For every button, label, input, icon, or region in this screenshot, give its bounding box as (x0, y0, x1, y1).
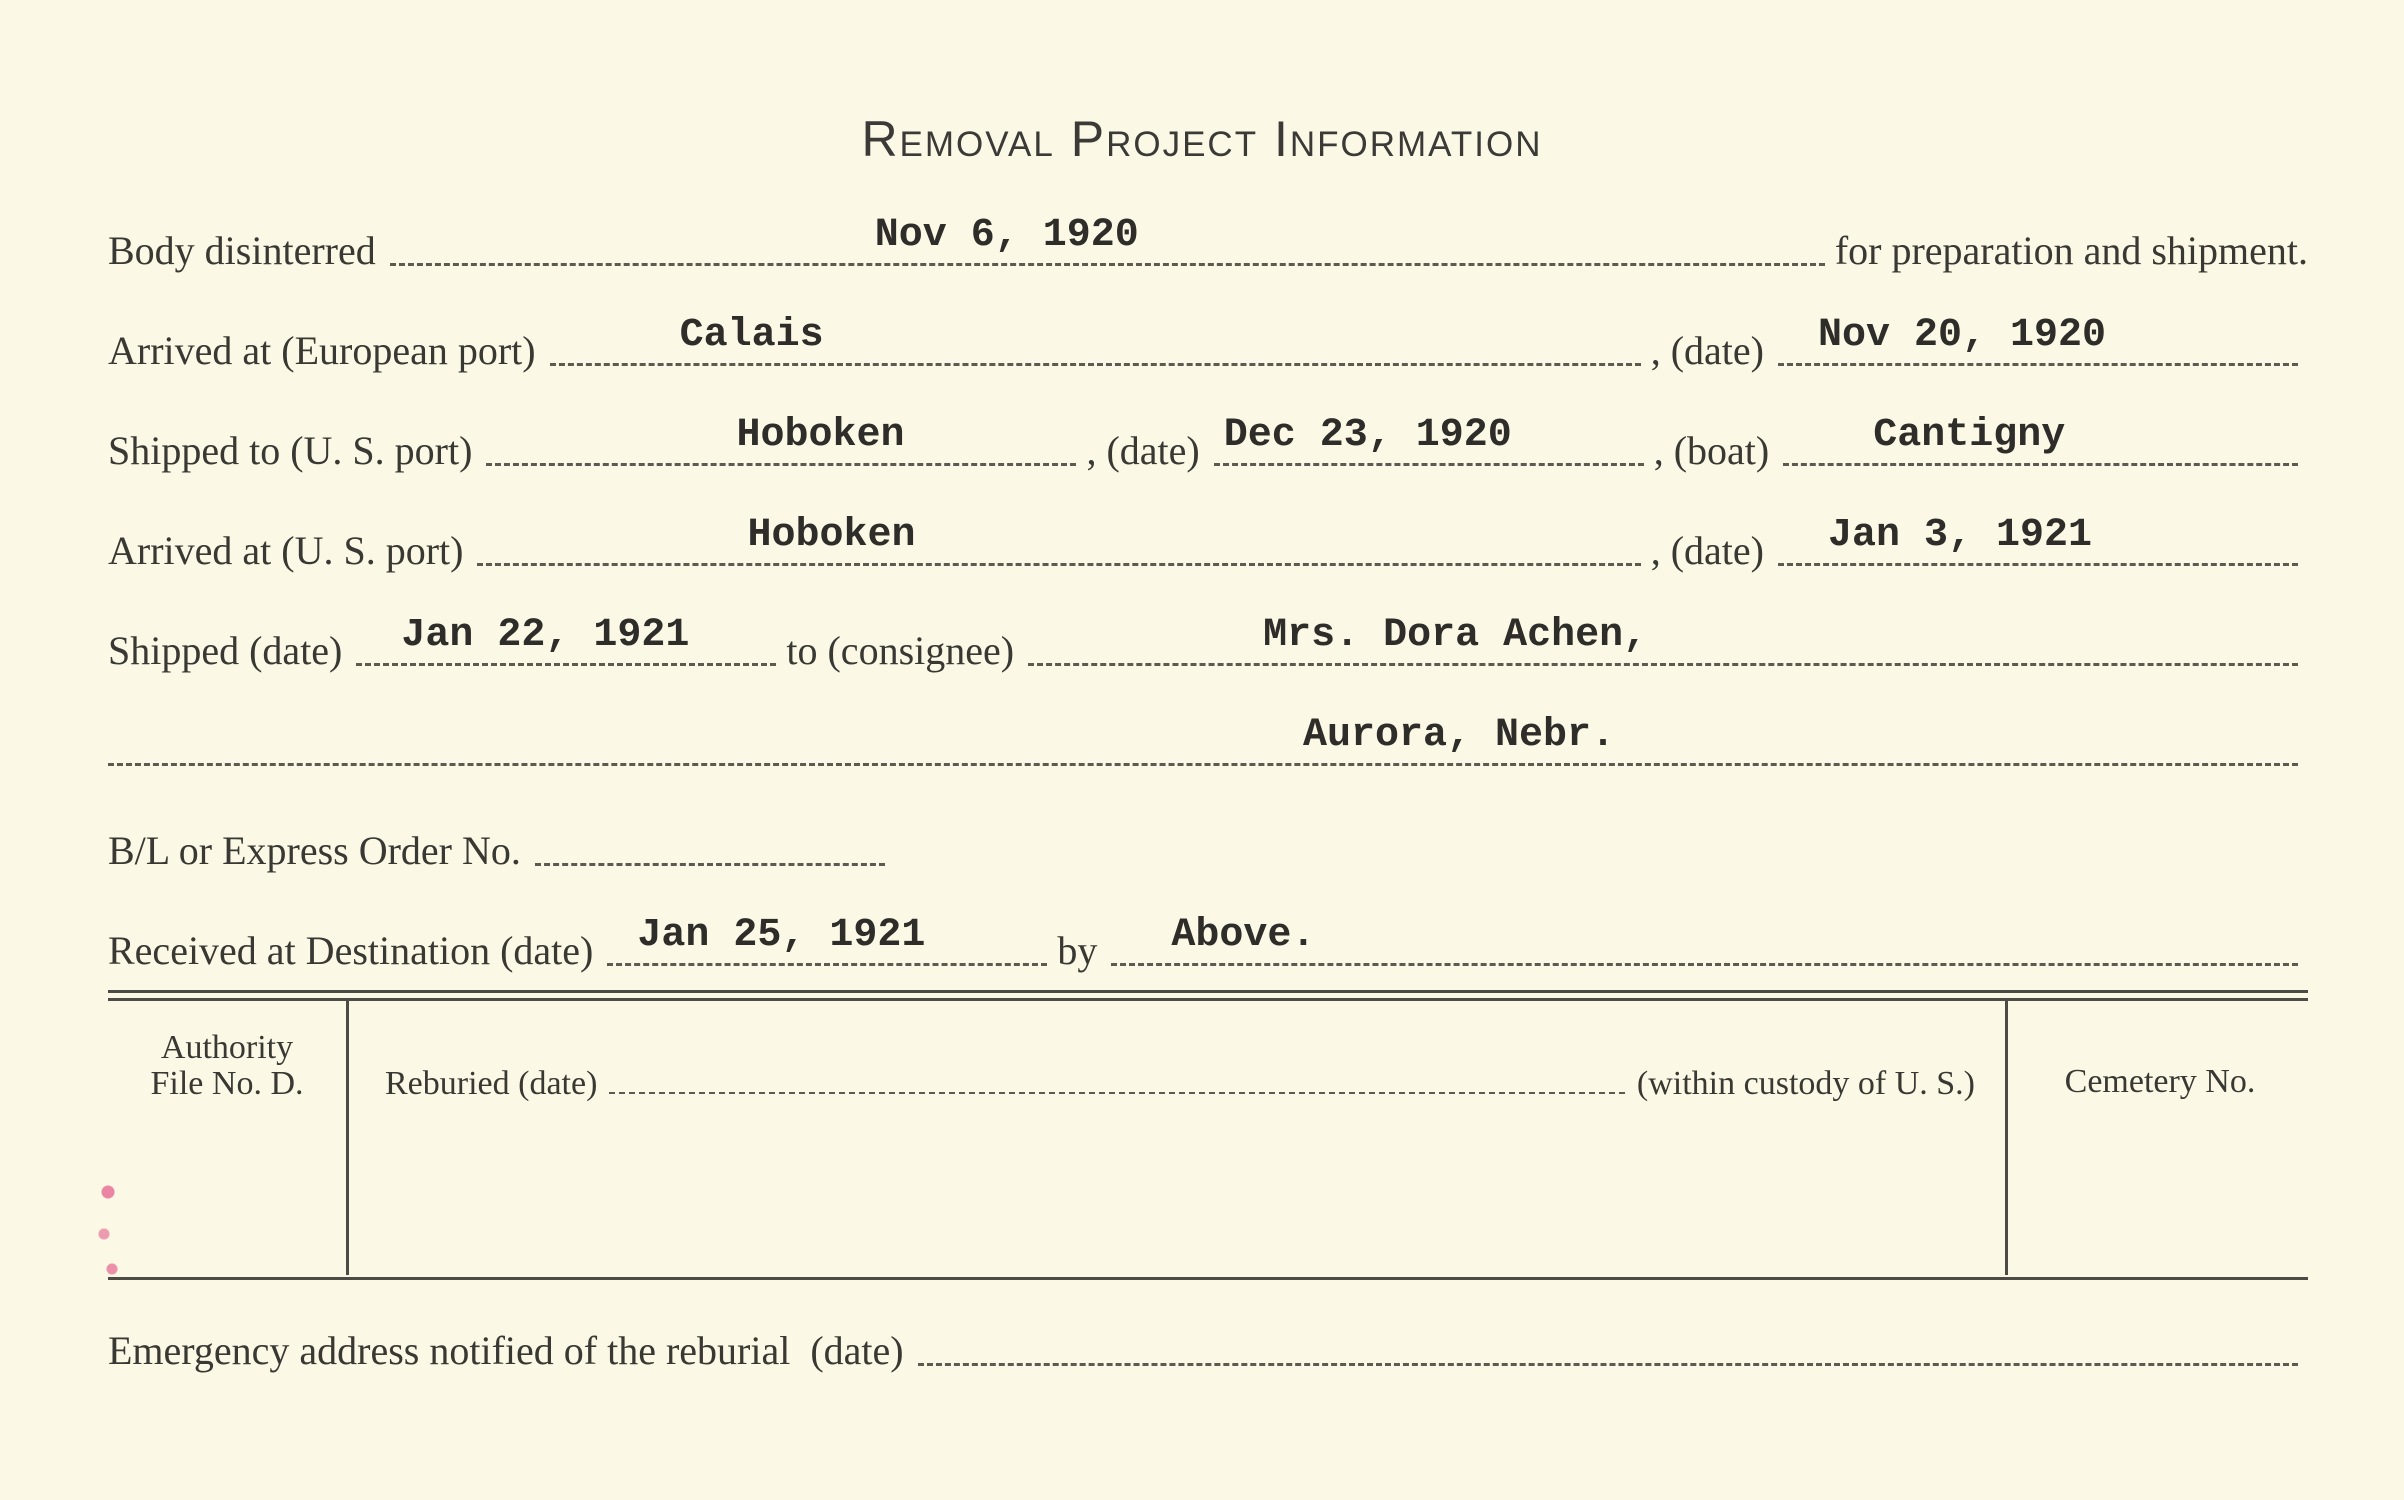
received-label: Received at Destination (date) (108, 928, 594, 973)
shipped-us-date-field (1214, 413, 1644, 466)
shipped-row (108, 613, 2308, 680)
arrived-us-port-field (477, 513, 1640, 566)
arrived-us-date-field (1778, 513, 2298, 566)
arrived-us-date: Jan 3, 1921 (1828, 513, 2093, 558)
arrived-european-date-label: , (date) (1650, 328, 1764, 373)
received-by-label: by (1057, 928, 1098, 973)
box-bottom-rule (108, 1277, 2308, 1280)
body-disinterred-value: Nov 6, 1920 (874, 213, 1139, 258)
reburied-label: Reburied (date) (385, 1065, 598, 1102)
shipped-us-row (108, 413, 2308, 480)
shipped-us-boat-label: , (boat) (1653, 428, 1770, 473)
arrived-european-date: Nov 20, 1920 (1818, 313, 2107, 358)
emergency-field (918, 1313, 2298, 1366)
arrived-us-row (108, 513, 2308, 580)
arrived-us-date-label: , (date) (1650, 528, 1764, 573)
arrived-european-row (108, 313, 2308, 380)
shipped-us-boat: Cantigny (1873, 413, 2066, 458)
arrived-european-port: Calais (679, 313, 824, 358)
shipped-us-label: Shipped to (U. S. port) (108, 428, 473, 473)
shipped-us-date: Dec 23, 1920 (1223, 413, 1512, 458)
reburied-suffix: (within custody of U. S.) (1636, 1065, 1975, 1102)
received-row (108, 913, 2308, 980)
cemetery-no-label: Cemetery No. (2064, 1063, 2256, 1100)
shipped-date-field (356, 613, 776, 666)
consignee-address-row (108, 713, 2308, 780)
shipped-us-date-label: , (date) (1086, 428, 1200, 473)
authority-line1: Authority (160, 1029, 294, 1066)
consignee-name: Mrs. Dora Achen, (1263, 613, 1648, 658)
consignee-address-field (108, 713, 2298, 766)
shipped-date: Jan 22, 1921 (401, 613, 690, 658)
box-divider-left (346, 1000, 349, 1275)
arrived-us-label: Arrived at (U. S. port) (108, 528, 464, 573)
bl-order-label: B/L or Express Order No. (108, 828, 521, 873)
emergency-label: Emergency address notified of the reburial (date) (108, 1328, 904, 1373)
arrived-us-port: Hoboken (747, 513, 916, 558)
box-divider-right (2005, 1000, 2008, 1275)
body-disinterred-row (108, 213, 2308, 280)
bl-order-field (535, 813, 885, 866)
shipped-us-port: Hoboken (736, 413, 905, 458)
consignee-field (1028, 613, 2298, 666)
shipped-us-boat-field (1783, 413, 2298, 466)
authority-cell (108, 1030, 346, 1102)
authority-line2: File No. D. (150, 1065, 304, 1102)
body-disinterred-suffix: for preparation and shipment. (1834, 228, 2308, 273)
card-title: Removal Project Information (861, 111, 1543, 167)
body-disinterred-label: Body disinterred (108, 228, 376, 273)
arrived-european-port-field (550, 313, 1641, 366)
received-by-field (1111, 913, 2298, 966)
reburied-cell (385, 1062, 1975, 1102)
box-top-rule (108, 990, 2308, 993)
body-disinterred-field (390, 213, 1825, 266)
arrived-european-label: Arrived at (European port) (108, 328, 536, 373)
received-date-field (607, 913, 1047, 966)
bl-order-row (108, 820, 2308, 880)
arrived-european-date-field (1778, 313, 2298, 366)
received-date: Jan 25, 1921 (637, 913, 926, 958)
consignee-label: to (consignee) (786, 628, 1015, 673)
received-by: Above. (1171, 913, 1316, 958)
shipped-us-port-field (486, 413, 1076, 466)
emergency-row (108, 1320, 2308, 1380)
ink-stamp-mark (88, 1150, 128, 1290)
box-top-rule-inner (108, 998, 2308, 1001)
reburied-field (609, 1062, 1625, 1094)
shipped-date-label: Shipped (date) (108, 628, 343, 673)
consignee-address: Aurora, Nebr. (1303, 713, 1616, 758)
